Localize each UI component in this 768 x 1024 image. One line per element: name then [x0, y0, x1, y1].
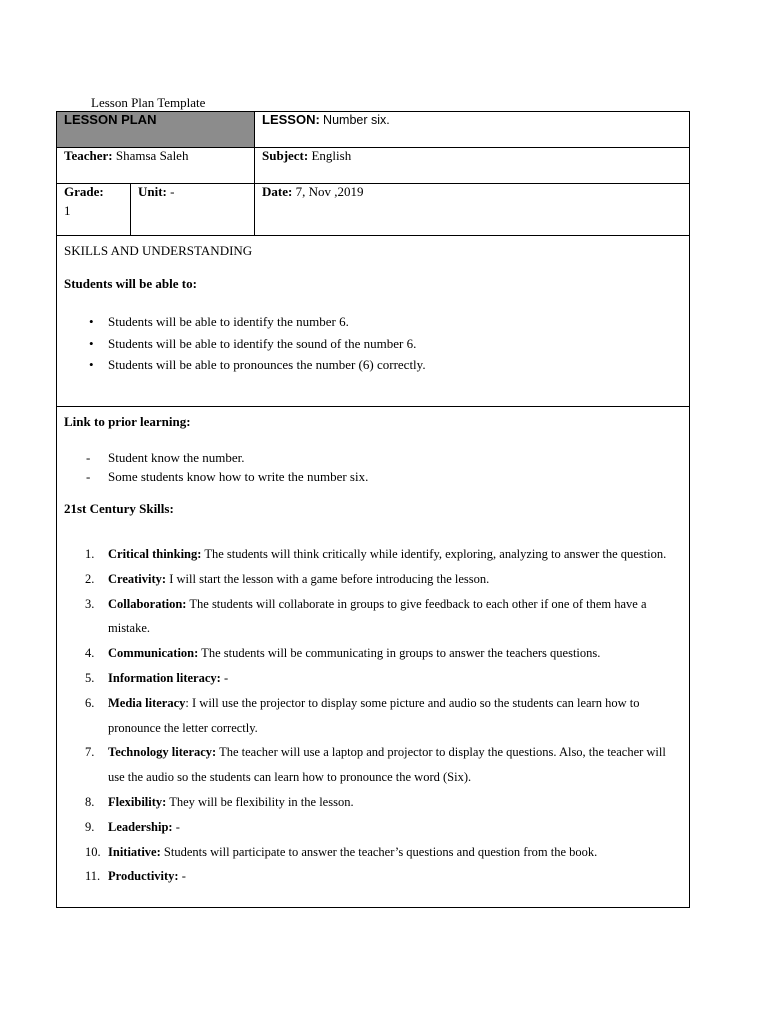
- page-title: Lesson Plan Template: [91, 95, 206, 110]
- list-item-text: Student know the number.: [108, 450, 245, 465]
- lesson-plan-table: [56, 111, 690, 908]
- teacher-row: [57, 148, 690, 184]
- bullet-icon: •: [89, 357, 94, 372]
- prior-list: [64, 448, 682, 486]
- skill-name: Media literacy: [108, 695, 186, 710]
- list-item: [64, 542, 682, 567]
- list-item: [64, 691, 682, 741]
- item-number: 9.: [85, 819, 95, 834]
- item-number: 8.: [85, 794, 95, 809]
- item-number: 3.: [85, 596, 95, 611]
- lesson-row: [57, 112, 690, 148]
- unit-label: Unit:: [138, 184, 167, 199]
- list-item: [64, 567, 682, 592]
- item-number: 6.: [85, 695, 95, 710]
- list-item: [64, 333, 682, 355]
- lesson-plan-label: LESSON PLAN: [64, 112, 157, 127]
- list-item: [64, 641, 682, 666]
- subject-label: Subject:: [262, 148, 309, 163]
- skill-text: The teacher will use a laptop and projector to display the questions. Also, the teacher will use the audio so the students can learn how to pronounce the word (Six).: [108, 745, 666, 785]
- skill-name: Communication:: [108, 646, 199, 661]
- skill-text: -: [220, 670, 229, 685]
- subject-cell: [255, 148, 690, 184]
- skill-name: Collaboration:: [108, 596, 187, 611]
- skills-row: [57, 236, 690, 407]
- bullet-icon: •: [89, 335, 94, 351]
- list-item: [64, 592, 682, 642]
- bullet-icon: •: [89, 314, 94, 329]
- subject-value: English: [311, 148, 352, 163]
- lesson-label: LESSON:: [262, 112, 320, 127]
- list-item: [64, 740, 682, 790]
- date-label: Date:: [262, 184, 293, 199]
- item-number: 4.: [85, 646, 95, 661]
- list-item-text: Students will be able to pronounces the number (6) correctly.: [108, 357, 426, 372]
- skill-text: They will be flexibility in the lesson.: [166, 794, 354, 809]
- skill-text: The students will collaborate in groups to give feedback to each other if one of them have a mistake.: [108, 596, 647, 636]
- item-number: 5.: [85, 670, 95, 685]
- item-number: 1.: [85, 547, 95, 561]
- date-value: 7, Nov ,2019: [295, 184, 364, 199]
- item-number: 2.: [85, 571, 95, 586]
- skill-text: The students will be communicating in groups to answer the teachers questions.: [198, 646, 601, 661]
- lesson-value: Number six.: [323, 113, 390, 127]
- prior-heading: Link to prior learning:: [64, 414, 191, 429]
- dash-icon: -: [86, 469, 91, 484]
- grade-cell: [57, 184, 131, 236]
- teacher-value: Shamsa Saleh: [115, 148, 189, 163]
- skill-text: The students will think critically while identify, exploring, analyzing to answer the question.: [201, 547, 667, 561]
- skill-name: Productivity:: [108, 869, 179, 884]
- skill-text: -: [172, 819, 180, 834]
- skills-heading: SKILLS AND UNDERSTANDING: [64, 243, 253, 258]
- list-item-text: Students will be able to identify the sound of the number 6.: [108, 335, 417, 351]
- skill-text: Students will participate to answer the teacher’s questions and question from the book.: [160, 844, 598, 859]
- item-number: 7.: [85, 745, 95, 760]
- unit-value: -: [170, 184, 175, 199]
- dash-icon: -: [86, 450, 91, 465]
- skill-text: I will start the lesson with a game before introducing the lesson.: [166, 571, 490, 586]
- item-number: 10.: [85, 844, 101, 859]
- item-number: 11.: [85, 869, 101, 884]
- list-item: [64, 864, 682, 889]
- list-item-text: Some students know how to write the number six.: [108, 469, 369, 484]
- list-item: [64, 666, 682, 691]
- skill-name: Flexibility:: [108, 794, 167, 809]
- list-item: [64, 311, 682, 333]
- skill-text: -: [178, 869, 186, 884]
- prior-cell: [57, 407, 690, 908]
- century-skills-list: [64, 542, 682, 889]
- lesson-plan-header-cell: [57, 112, 255, 148]
- list-item: [64, 815, 682, 840]
- teacher-label: Teacher:: [64, 148, 113, 163]
- skills-list: [64, 311, 682, 376]
- list-item: [64, 354, 682, 376]
- skills-cell: [57, 236, 690, 407]
- skill-name: Initiative:: [108, 844, 161, 859]
- prior-row: [57, 407, 690, 908]
- unit-cell: [131, 184, 255, 236]
- list-item: [64, 790, 682, 815]
- list-item: [64, 448, 682, 467]
- skill-name: Critical thinking:: [108, 547, 202, 561]
- list-item: [64, 840, 682, 865]
- skill-name: Leadership:: [108, 819, 173, 834]
- grade-value: 1: [64, 203, 71, 218]
- grade-row: [57, 184, 690, 236]
- skill-text: : I will use the projector to display some picture and audio so the students can learn how to pronounce the letter correctly.: [108, 695, 640, 735]
- skill-name: Creativity:: [108, 571, 167, 586]
- teacher-cell: [57, 148, 255, 184]
- list-item: [64, 467, 682, 486]
- skill-name: Information literacy:: [108, 670, 221, 685]
- skills-subheading: Students will be able to:: [64, 276, 197, 291]
- lesson-cell: [255, 112, 690, 148]
- skill-name: Technology literacy:: [108, 745, 217, 760]
- list-item-text: Students will be able to identify the number 6.: [108, 314, 349, 329]
- grade-label: Grade:: [64, 184, 104, 199]
- date-cell: [255, 184, 690, 236]
- century-skills-heading: 21st Century Skills:: [64, 501, 174, 516]
